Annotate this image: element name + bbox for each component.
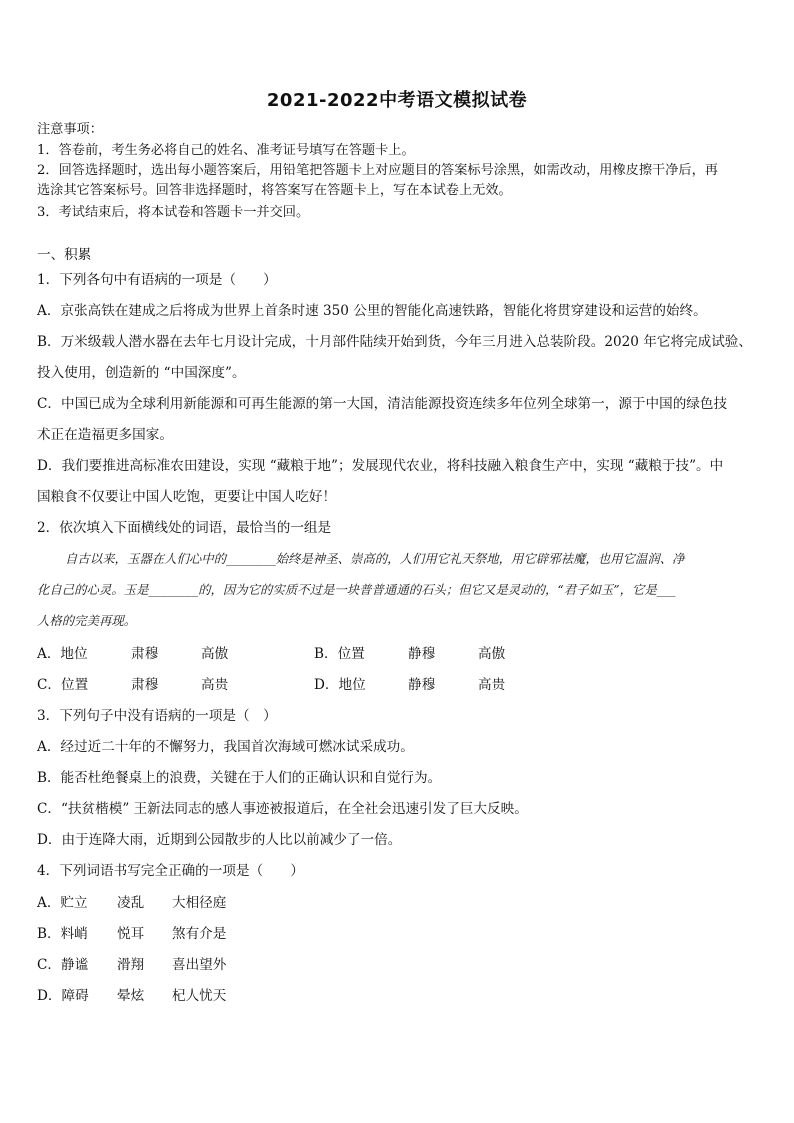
notes-item: 选涂其它答案标号。回答非选择题时，将答案写在答题卡上，写在本试卷上无效。	[37, 183, 512, 198]
question-1-option-c: C．中国已成为全球利用新能源和可再生能源的第一大国，清洁能源投资连续多年位列全球第一，源于中国的绿色技	[37, 396, 728, 412]
question-2-passage: 自古以来，玉器在人们心中的________始终是神圣、崇高的，人们用它礼天祭地，用它辟邪祛魔，也用它温润、净	[65, 551, 685, 566]
question-3-option-b: B．能否杜绝餐桌上的浪费，关键在于人们的正确认识和自觉行为。	[37, 770, 442, 786]
option-word: 凌乱	[117, 895, 145, 911]
option-word: 喜出望外	[172, 957, 227, 973]
question-1-option-b: B．万米级载人潜水器在去年七月设计完成，十月部件陆续开始到货，今年三月进入总装阶段。2020 年它将完成试验、	[37, 334, 752, 350]
option-a: A．地位	[37, 646, 88, 662]
question-1-option-d: D．我们要推进高标准农田建设，实现 “藏粮于地”；发展现代农业，将科技融入粮食生产中，实现 “藏粮于技”。中	[37, 458, 724, 474]
question-1-option-a: A．京张高铁在建成之后将成为世界上首条时速 350 公里的智能化高速铁路，智能化将贯穿建设和运营的始终。	[37, 303, 707, 319]
option-word: 晕炫	[117, 988, 145, 1004]
question-1-option-b-cont: 投入使用，创造新的 “中国深度”。	[37, 365, 246, 381]
notes-item: 2．回答选择题时，选出每小题答案后，用铅笔把答题卡上对应题目的答案标号涂黑，如需改动，用橡皮擦干净后，再	[37, 163, 718, 178]
question-3-option-a: A．经过近二十年的不懈努力，我国首次海域可燃冰试采成功。	[37, 739, 414, 755]
option-c: C．位置	[37, 677, 89, 693]
question-2-passage: 人格的完美再现。	[37, 613, 137, 628]
option-word: 滑翔	[117, 957, 145, 973]
option-d-word-2: 静穆	[408, 677, 436, 693]
notes-heading: 注意事项：	[37, 122, 103, 137]
option-label-word: D．障碍	[37, 988, 89, 1004]
option-d-word-3: 高贵	[478, 677, 506, 693]
question-2-passage: 化自己的心灵。玉是________的，因为它的实质不过是一块普普通通的石头；但它又是灵动的，“君子如玉”，它是___	[37, 582, 676, 597]
option-a-word-2: 肃穆	[131, 646, 159, 662]
option-label-word: C．静谧	[37, 957, 89, 973]
notes-item: 1．答卷前，考生务必将自己的姓名、准考证号填写在答题卡上。	[37, 143, 415, 158]
question-1-option-d-cont: 国粮食不仅要让中国人吃饱，更要让中国人吃好！	[37, 489, 337, 505]
option-c-word-2: 肃穆	[131, 677, 159, 693]
option-b-word-2: 静穆	[408, 646, 436, 662]
section-heading: 一、积累	[37, 247, 92, 263]
question-3-stem: 3．下列句子中没有语病的一项是（ ）	[37, 708, 277, 724]
option-b: B．位置	[314, 646, 365, 662]
page-title: 2021-2022中考语文模拟试卷	[266, 90, 528, 111]
question-4-stem: 4．下列词语书写完全正确的一项是（ ）	[37, 863, 304, 879]
option-label-word: B．料峭	[37, 926, 88, 942]
option-word: 大相径庭	[172, 895, 227, 911]
question-2-stem: 2．依次填入下面横线处的词语，最恰当的一组是	[37, 520, 332, 536]
question-1-option-c-cont: 术正在造福更多国家。	[37, 427, 173, 443]
option-d: D．地位	[314, 677, 366, 693]
option-a-word-3: 高傲	[201, 646, 229, 662]
option-c-word-3: 高贵	[201, 677, 229, 693]
option-word: 悦耳	[117, 926, 145, 942]
question-3-option-d: D．由于连降大雨，近期到公园散步的人比以前减少了一倍。	[37, 832, 402, 848]
option-label-word: A．贮立	[37, 895, 88, 911]
option-word: 杞人忧天	[172, 988, 227, 1004]
question-1-stem: 1．下列各句中有语病的一项是（ ）	[37, 272, 277, 288]
notes-item: 3．考试结束后，将本试卷和答题卡一并交回。	[37, 205, 310, 220]
option-b-word-3: 高傲	[478, 646, 506, 662]
question-3-option-c: C．“扶贫楷模” 王新法同志的感人事迹被报道后，在全社会迅速引发了巨大反映。	[37, 801, 528, 817]
option-word: 煞有介是	[172, 926, 227, 942]
